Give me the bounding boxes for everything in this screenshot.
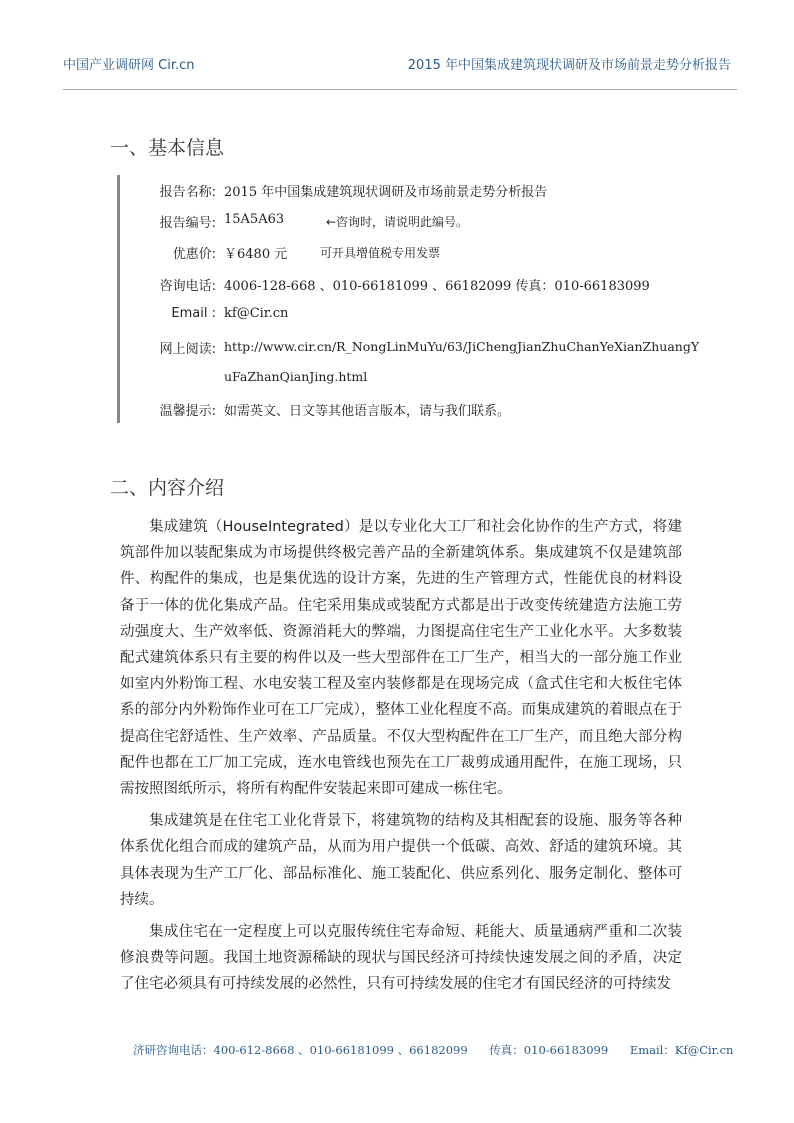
content-paragraph: 集成住宅在一定程度上可以克服传统住宅寿命短、耗能大、质量通病严重和二次装修浪费等问题。我国土地资源稀缺的现状与国民经济可持续快速发展之间的矛盾，决定了住宅必须具有可持续发展的必然性，只有可持续发展的住宅才有国民经济的可持续发 xyxy=(120,924,682,993)
content-paragraph: 集成建筑是在住宅工业化背景下，将建筑物的结构及其相配套的设施、服务等各种体系优化组合而成的建筑产品，从而为用户提供一个低碳、高效、舒适的建筑环境。其具体表现为生产工厂化、部品标准化、施工装配化、供应系列化、服务定制化、整体可持续。 xyxy=(120,813,682,908)
info-label: 报告名称: xyxy=(159,185,216,200)
section-title-content-intro: 二、内容介绍 xyxy=(110,477,225,499)
page-header xyxy=(63,54,731,74)
content-paragraph: 集成建筑（HouseIntegrated）是以专业化大工厂和社会化协作的生产方式，将建筑部件加以装配集成为市场提供终极完善产品的全新建筑体系。集成建筑不仅是建筑部件、构配件的集成，也是集优选的设计方案，先进的生产管理方式，性能优良的材料设备于一体的优化集成产品。住宅采用集成或装配方式都是出于改变传统建造方法施工劳动强度大、生产效率低、资源消耗大的弊端，力图提高住宅生产工业化水平。大多数装配式建筑体系只有主要的构件以及一些大型部件在工厂生产，相当大的一部分施工作业如室内外粉饰工程、水电安装工程及室内装修都是在现场完成（盒式住宅和大板住宅体系的部分内外粉饰作业可在工厂完成），整体工业化程度不高。而集成建筑的着眼点在于提高住宅舒适性、生产效率、产品质量。不仅大型构配件在工厂生产，而且绝大部分构配件也都在工厂加工完成，连水电管线也预先在工厂裁剪成通用配件，在施工现场，只需按照图纸所示，将所有构配件安装起来即可建成一栋住宅。 xyxy=(120,519,682,798)
email-link[interactable]: kf@Cir.cn xyxy=(224,306,289,321)
header-report-title: 2015 年中国集成建筑现状调研及市场前景走势分析报告 xyxy=(407,58,731,73)
code-note: ←咨询时，请说明此编号。 xyxy=(326,215,469,229)
info-value: 如需英文、日文等其他语言版本，请与我们联系。 xyxy=(224,404,511,419)
info-value: 15A5A63 xyxy=(224,212,285,227)
header-site: 中国产业调研网 Cir.cn xyxy=(63,58,195,73)
info-box xyxy=(117,175,700,423)
price-note: 可开具增值税专用发票 xyxy=(320,246,441,260)
footer-email: Email：Kf@Cir.cn xyxy=(629,1043,734,1057)
content-body xyxy=(120,514,682,998)
url-link-line2[interactable]: uFaZhanQianJing.html xyxy=(224,369,368,384)
info-value: 4006-128-668 、010-66181099 、66182099 传真：010-66183099 xyxy=(224,279,650,294)
footer-fax: 传真：010-66183099 xyxy=(489,1043,609,1057)
info-label: 报告编号: xyxy=(159,216,216,231)
info-value: 2015 年中国集成建筑现状调研及市场前景走势分析报告 xyxy=(224,185,548,200)
footer-phone: 济研咨询电话：400-612-8668 、010-66181099 、66182099 xyxy=(133,1043,468,1057)
section-title-basic-info: 一、基本信息 xyxy=(110,137,225,159)
info-label: Email : xyxy=(171,306,216,321)
header-divider xyxy=(63,89,737,90)
info-label: 咨询电话: xyxy=(159,279,216,294)
info-label: 网上阅读: xyxy=(159,342,216,357)
info-label: 温馨提示: xyxy=(159,404,216,419)
url-link-line1[interactable]: http://www.cir.cn/R_NongLinMuYu/63/JiChengJianZhuChanYeXianZhuangY xyxy=(224,339,700,354)
page-footer xyxy=(133,1042,751,1058)
info-value: ￥6480 元 xyxy=(224,247,288,262)
info-label: 优惠价: xyxy=(172,247,216,262)
